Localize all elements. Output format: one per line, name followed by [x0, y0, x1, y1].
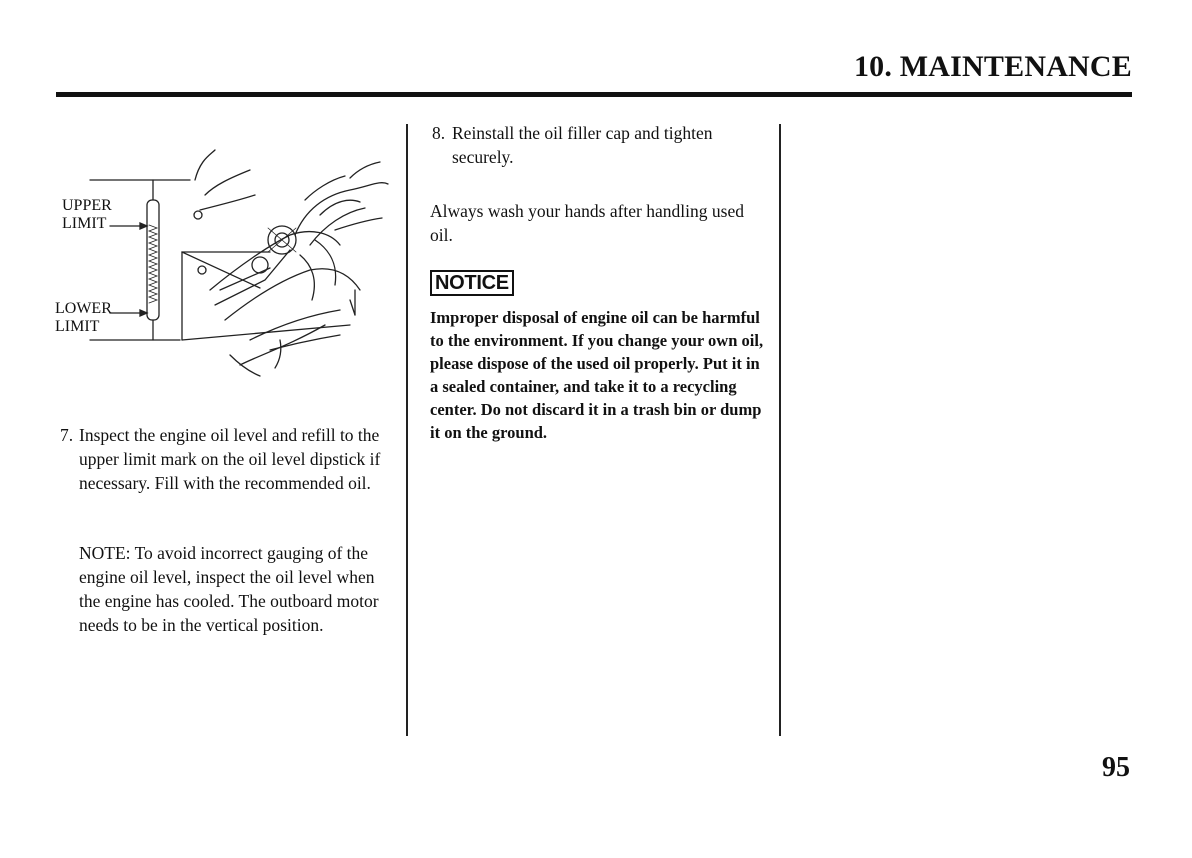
- step-7-text: Inspect the engine oil level and refill to the upper limit mark on the oil level dipstick if necessary. Fill with the recommended oil.: [79, 425, 381, 493]
- notice-label: NOTICE: [430, 270, 514, 296]
- page-number: 95: [1102, 752, 1130, 783]
- dipstick-illustration: [50, 140, 390, 380]
- step-7-number: 7.: [60, 425, 74, 445]
- wash-hands-text: Always wash your hands after handling used oil.: [430, 201, 744, 245]
- column-divider-right: [779, 124, 781, 736]
- section-title: 10. MAINTENANCE: [853, 50, 1132, 83]
- column-divider-left: [406, 124, 408, 736]
- note-text: NOTE: To avoid incorrect gauging of the engine oil level, inspect the oil level when the engine has cooled. The outboard motor needs to be in the vertical position.: [79, 543, 379, 635]
- step-8-text: Reinstall the oil filler cap and tighten securely.: [452, 123, 713, 167]
- upper-limit-label: UPPER LIMIT: [62, 197, 112, 232]
- header-rule: [56, 92, 1132, 97]
- step-8-number: 8.: [432, 123, 446, 143]
- engine-dipstick-drawing: [50, 140, 390, 380]
- lower-limit-label: LOWER LIMIT: [55, 300, 112, 335]
- notice-text: Improper disposal of engine oil can be harmful to the environment. If you change your own oil, please dispose of the used oil properly. Put it in a sealed container, and take it to a recycling center. Do not discard it in a trash bin or dump it on the ground.: [430, 308, 764, 442]
